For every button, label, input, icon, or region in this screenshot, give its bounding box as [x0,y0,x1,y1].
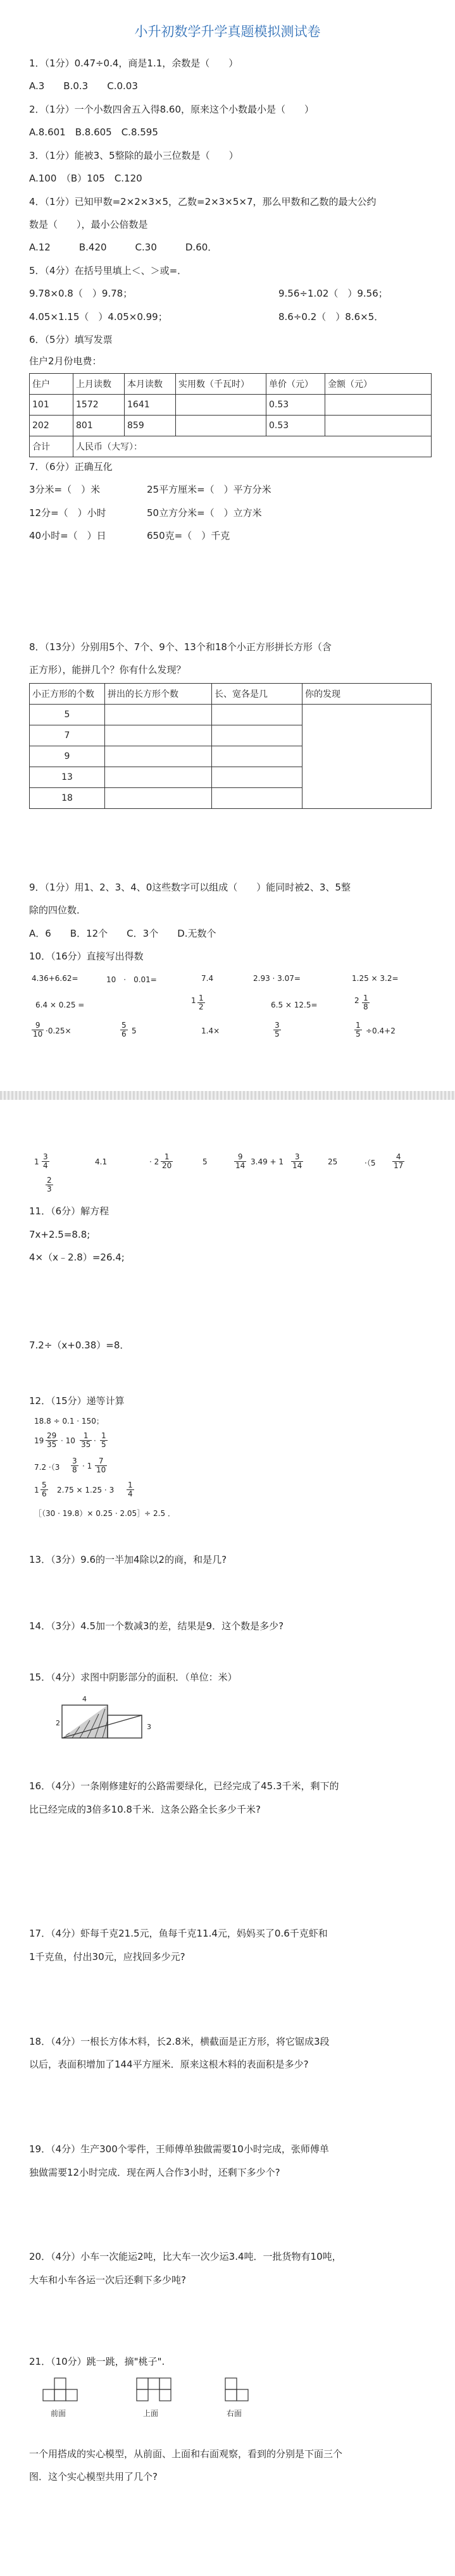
page-title: 小升初数学升学真题模拟测试卷 [134,24,321,39]
table-cell [105,788,212,809]
table-cell: 9 [30,746,105,767]
q3-options: A.100 （B）105 C.120 [29,173,142,184]
q19-stem-line1: 19．（4分）生产300个零件，王师傅单独做需要10小时完成，张师傅单 [29,2143,329,2155]
fraction: $\frac{3}{4}$ [43,1152,48,1170]
calc-item: 7.4 [201,974,214,983]
fraction: $\frac{1}{5}$ [356,1021,361,1038]
fraction: $\frac{3}{5}$ [275,1021,280,1038]
q7-stem: 7．（6分）正确互化 [29,461,113,472]
table-header-row [30,374,432,395]
table-row [30,416,432,436]
table-row [30,395,432,416]
equation: 4×（x﹣2.8）=26.4; [29,1252,125,1263]
table-cell [325,395,432,416]
q18-stem-line2: 以后，表面积增加了144平方厘米．原来这根木料的表面积是多少? [29,2059,309,2070]
table-header-cell: 上月读数 [73,374,125,395]
q11-stem: 11．（6分）解方程 [29,1205,109,1217]
fraction: $\frac{1}{5}$ [101,1431,106,1449]
calc-line: 19 [34,1436,44,1445]
table-header-cell: 单价（元） [266,374,325,395]
table-header-cell: 住户 [30,374,73,395]
table-cell: 1641 [125,395,176,416]
table-cell: 101 [30,395,73,416]
q8-stem-line1: 8．（13分）分别用5个、7个、9个、13个和18个小正方形拼长方形（含 [29,641,332,653]
table-cell [105,725,212,746]
q4-options: A.12 B.420 C.30 D.60． [29,242,218,253]
table-cell [105,767,212,788]
calc-item: 10 · 0.01= [106,975,157,984]
equation: 7.2÷（x+0.38）=8． [29,1340,130,1351]
table-cell [212,746,302,767]
q7-item: 50立方分米=（ ）立方米 [147,507,262,519]
table-cell: 合计 [30,436,73,457]
right-view [225,2378,248,2401]
fraction: $\frac{29}{35}$ [47,1431,57,1449]
table-row [30,705,432,725]
q21-desc-line1: 一个用搭成的实心模型，从前面、上面和右面观察，看到的分别是下面三个 [29,2448,343,2460]
q4-stem-line1: 4．（1分）已知甲数=2×2×3×5，乙数=2×3×5×7，那么甲数和乙数的最大公约 [29,196,377,207]
calc-line: · 1 [82,1462,92,1470]
q9-options: A．6 B．12个 C．3个 D.无数个 [29,928,216,939]
calc-item: 1.4× [201,1026,220,1035]
q17-stem-line2: 1千克鱼，付出30元，应找回多少元? [29,1951,185,1963]
table-cell: 801 [73,416,125,436]
dimension-label: 3 [147,1723,151,1731]
view-label: 右面 [227,2409,242,2418]
calc-item: 4.36+6.62= [32,974,78,983]
table-cell [212,767,302,788]
calc-line: ［（30 · 19.8）× 0.25 · 2.05］÷ 2.5 ． [34,1509,175,1518]
three-views-figure [35,2372,276,2422]
calc-line: 18.8 ÷ 0.1 · 150； [34,1417,104,1426]
q2-options: A.8.601 B.8.605 C.8.595 [29,126,158,138]
q14-stem: 14．（3分）4.5加一个数减3的差，结果是9．这个数是多少? [29,1620,284,1632]
table-cell [212,705,302,725]
table-cell: 7 [30,725,105,746]
q21-stem: 21．（10分）跳一跳，摘"桃子". [29,2356,165,2367]
q12-stem: 12．（15分）递等计算 [29,1395,125,1407]
table-cell: 人民币（大写）： [73,436,432,457]
shaded-area-figure [47,1689,173,1749]
table-cell: 18 [30,788,105,809]
calc-item: 2 [354,996,359,1005]
calc-item: 25 [328,1157,338,1166]
calc-item: 1.25 × 3.2= [352,974,399,983]
q6-caption: 住户2月份电费： [29,355,102,367]
table-cell [105,746,212,767]
q7-item: 650克=（ ）千克 [147,530,230,541]
table-cell [176,395,266,416]
calc-item: · 2 [149,1157,159,1166]
table-header-cell: 金额（元） [325,374,432,395]
table-cell: 1572 [73,395,125,416]
q1-stem: 1．（1分）0.47÷0.4，商是1.1，余数是（ ） [29,58,239,69]
q6-stem: 6．（5分）填写发票 [29,334,113,345]
fraction: $\frac{4}{17}$ [394,1152,404,1170]
table-cell [325,416,432,436]
q20-stem-line1: 20．（4分）小车一次能运2吨，比大车一次少运3.4吨．一批货物有10吨， [29,2251,342,2262]
calc-item: ·（5 [365,1159,376,1168]
calc-line: 2.75 × 1.25 · 3 [57,1486,115,1494]
calc-item: ·0.25× [46,1026,72,1035]
fraction: $\frac{1}{2}$ [199,994,204,1011]
q3-stem: 3．（1分）能被3、5整除的最小三位数是（ ） [29,150,239,161]
q19-stem-line2: 独做需要12小时完成．现在两人合作3小时，还剩下多少个? [29,2167,280,2178]
table-cell [212,725,302,746]
rectangle-table [29,683,432,809]
table-header-cell: 小正方形的个数 [30,684,105,705]
calc-line: 1 [34,1486,39,1494]
q20-stem-line2: 大车和小车各运一次后还剩下多少吨? [29,2274,186,2286]
top-view [137,2378,171,2401]
table-cell [105,705,212,725]
q5-compare-1: 9.78×0.8（ ）9.78； [29,288,133,299]
table-header-cell: 长、宽各是几 [212,684,302,705]
calc-line: 7.2 ·（3 [34,1463,60,1472]
q9-stem-line1: 9．（1分）用1、2、3、4、0这些数字可以组成（ ）能同时被2、3、5整 [29,882,351,893]
table-cell: 0.53 [266,395,325,416]
q5-compare-4: 8.6÷0.2（ ）8.6×5． [278,311,384,323]
calc-item: 2.93 · 3.07= [253,974,301,983]
q9-stem-line2: 除的四位数． [29,904,87,916]
q5-compare-2: 9.56÷1.02（ ）9.56； [278,288,388,299]
calc-item: 6.5 × 12.5= [271,1001,318,1009]
calc-item: 5 [132,1026,137,1035]
calc-item: ÷0.4+2 [366,1026,396,1035]
table-header-cell: 拼出的长方形个数 [105,684,212,705]
table-header-cell: 本月读数 [125,374,176,395]
q7-item: 25平方厘米=（ ）平方分米 [147,484,271,495]
fraction: $\frac{9}{10}$ [33,1021,43,1038]
table-cell [176,416,266,436]
q8-stem-line2: 正方形），能拼几个？你有什么发现？ [29,664,186,675]
table-header-cell: 实用数（千瓦时） [176,374,266,395]
page-separator [0,1091,455,1100]
q5-stem: 5．（4分）在括号里填上＜、＞或=． [29,265,187,276]
fraction: $\frac{1}{4}$ [128,1481,133,1498]
q1-options: A.3 B.0.3 C.0.03 [29,80,138,92]
dimension-label: 2 [56,1719,60,1727]
q2-stem: 2．（1分）一个小数四舍五入得8.60，原来这个小数最小是（ ） [29,104,314,115]
table-cell [302,705,432,809]
calc-item: 4.1 [95,1157,108,1166]
calc-item: 5 [203,1157,208,1166]
view-label: 上面 [143,2409,159,2418]
table-cell: 0.53 [266,416,325,436]
table-header-cell: 你的发现 [302,684,432,705]
fraction: $\frac{3}{14}$ [292,1152,302,1170]
q4-stem-line2: 数是（ ），最小公倍数是 [29,219,148,230]
q7-item: 40小时=（ ）日 [29,530,106,541]
q5-compare-3: 4.05×1.15（ ）4.05×0.99； [29,311,168,323]
q18-stem-line1: 18．（4分）一根长方体木料，长2.8米，横截面是正方形，将它锯成3段 [29,2036,330,2047]
calc-item: 3.49 + 1 [251,1157,284,1166]
calc-item: 1 [191,996,196,1005]
view-label: 前面 [51,2409,66,2418]
equation: 7x+2.5=8.8; [29,1229,90,1240]
q7-item: 12分=（ ）小时 [29,507,106,519]
fraction: $\frac{7}{10}$ [96,1457,106,1474]
table-header-row [30,684,432,705]
calc-item: 6.4 × 0.25 = [35,1001,85,1009]
q10-stem: 10．（16分）直接写出得数 [29,951,144,962]
fraction: $\frac{1}{20}$ [162,1152,172,1170]
rectangle-shape [108,1715,142,1738]
table-total-row [30,436,432,457]
calc-item: 1 [34,1157,39,1166]
q15-stem: 15．（4分）求图中阴影部分的面积．（单位：米） [29,1672,237,1683]
table-cell: 202 [30,416,73,436]
table-cell: 859 [125,416,176,436]
table-cell: 5 [30,705,105,725]
q21-desc-line2: 图．这个实心模型共用了几个? [29,2471,158,2482]
fraction: $\frac{9}{14}$ [235,1152,246,1170]
invoice-table [29,373,432,457]
q16-stem-line1: 16．（4分）一条刚修建好的公路需要绿化，已经完成了45.3千米，剩下的 [29,1780,339,1792]
q16-stem-line2: 比已经完成的3倍多10.8千米．这条公路全长多少千米? [29,1804,261,1815]
calc-line: · [94,1436,96,1445]
dimension-label: 4 [82,1695,87,1703]
fraction: $\frac{5}{6}$ [42,1481,47,1498]
fraction: $\frac{1}{35}$ [81,1431,91,1449]
q7-item: 3分米=（ ）米 [29,484,101,495]
fraction: $\frac{2}{3}$ [47,1176,52,1193]
fraction: $\frac{1}{8}$ [363,994,368,1011]
table-cell: 13 [30,767,105,788]
table-cell [212,788,302,809]
q13-stem: 13．（3分）9.6的一半加4除以2的商，和是几? [29,1554,227,1565]
front-view [43,2378,77,2401]
fraction: $\frac{5}{6}$ [122,1021,127,1038]
calc-line: · 10 [61,1436,75,1445]
q17-stem-line1: 17．（4分）虾每千克21.5元，鱼每千克11.4元，妈妈买了0.6千克虾和 [29,1928,328,1939]
fraction: $\frac{3}{8}$ [72,1457,77,1474]
